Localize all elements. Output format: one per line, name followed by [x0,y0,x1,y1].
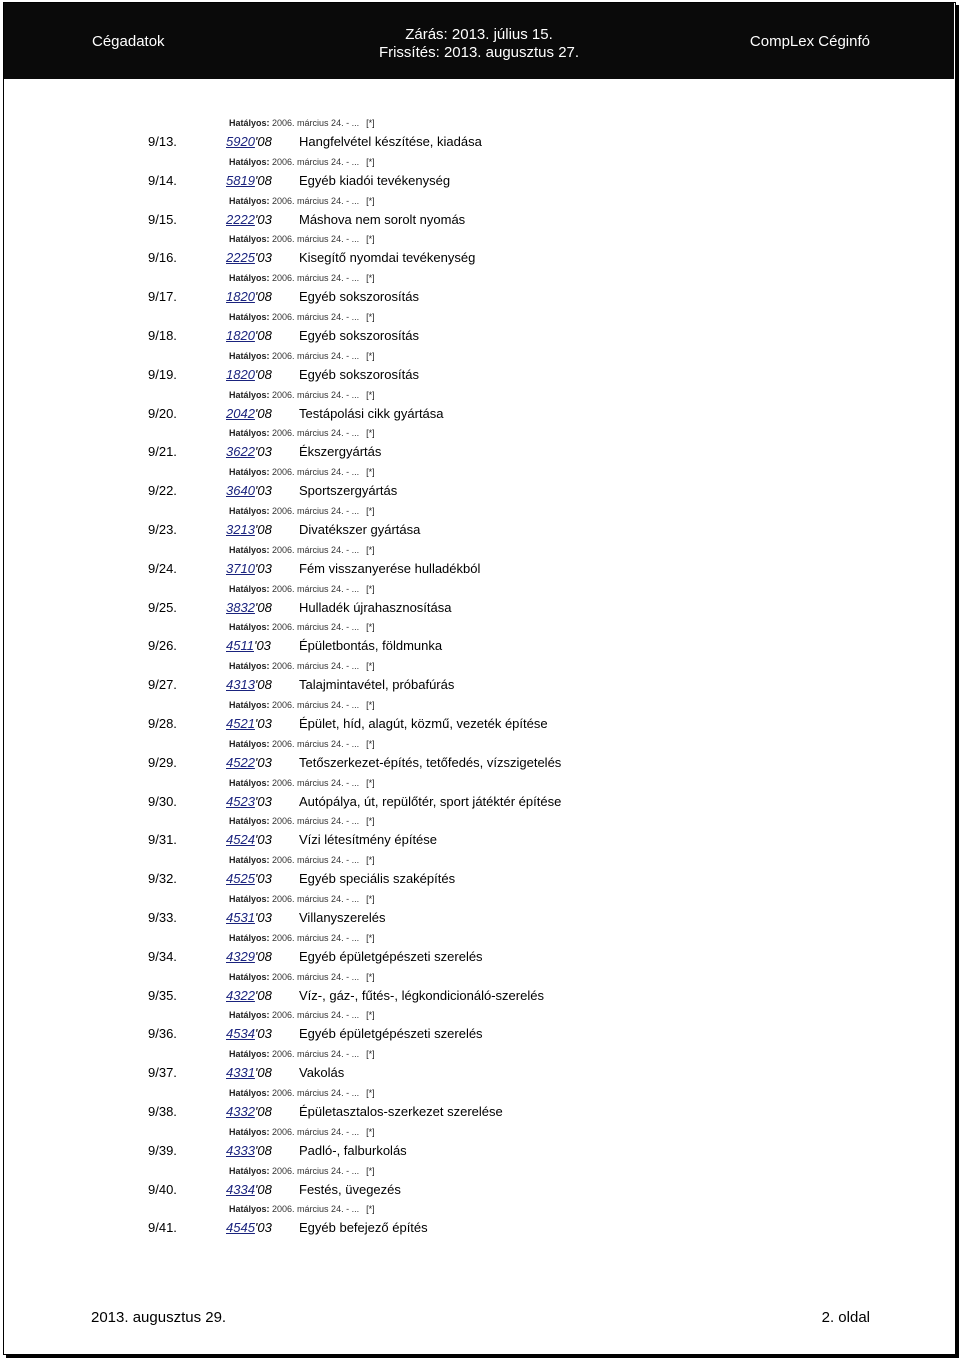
effective-mark: [*] [366,234,375,245]
entry-number: 9/14. [148,172,177,188]
entry-number: 9/31. [148,832,177,848]
effective-date: 2006. március 24. - ... [272,467,360,478]
effective-mark: [*] [366,311,375,322]
activity-code-link[interactable]: 3710 [226,560,255,576]
activity-code-link[interactable]: 5819 [226,172,255,188]
list-item [0,893,960,932]
entry-number: 9/32. [148,871,177,887]
entry-number: 9/40. [148,1181,177,1197]
list-item [0,854,960,893]
activity-code [226,1142,272,1159]
activity-description: Ékszergyártás [299,444,382,460]
effective-line [229,466,375,478]
effective-label: Hatályos: [229,1204,270,1215]
entry-number: 9/18. [148,327,177,343]
effective-mark: [*] [366,971,375,982]
effective-date: 2006. március 24. - ... [272,1049,360,1060]
effective-mark: [*] [366,777,375,788]
activity-code-suffix: '03 [254,560,272,576]
activity-description: Festés, üvegezés [299,1181,401,1197]
activity-code-suffix: '03 [254,754,272,770]
entry-number: 9/17. [148,289,177,305]
activity-description: Tetőszerkezet-építés, tetőfedés, vízszigetelés [299,754,562,770]
activity-description: Egyéb kiadói tevékenység [299,172,451,188]
entry-number: 9/20. [148,405,177,421]
activity-code-link[interactable]: 1820 [226,327,255,343]
activity-code [226,599,272,616]
effective-label: Hatályos: [229,467,270,478]
activity-description: Padló-, falburkolás [299,1142,407,1158]
effective-date: 2006. március 24. - ... [272,156,360,167]
effective-mark: [*] [366,1165,375,1176]
activity-code [226,366,272,383]
effective-label: Hatályos: [229,583,270,594]
activity-code [226,715,272,732]
activity-code-suffix: '08 [254,327,272,343]
activity-code [226,754,272,771]
list-item [0,1165,960,1204]
effective-date: 2006. március 24. - ... [272,583,360,594]
activity-description: Sportszergyártás [299,483,398,499]
entry-number: 9/33. [148,909,177,925]
effective-date: 2006. március 24. - ... [272,428,360,439]
activity-code-suffix: '08 [254,172,272,188]
activity-code [226,1064,272,1081]
list-item [0,660,960,699]
effective-line [229,1009,375,1021]
effective-line [229,1048,375,1060]
effective-mark: [*] [366,467,375,478]
activity-description: Egyéb sokszorosítás [299,289,419,305]
entry-number: 9/13. [148,134,177,149]
activity-code [226,987,272,1004]
effective-date: 2006. március 24. - ... [272,893,360,904]
header-update-date: Frissítés: 2013. augusztus 27. [378,44,580,61]
activity-code [226,909,272,926]
activity-description: Épület, híd, alagút, közmű, vezeték építése [299,715,548,731]
activity-code [226,1181,272,1198]
list-item [0,1009,960,1048]
effective-date: 2006. március 24. - ... [272,816,360,827]
effective-label: Hatályos: [229,1010,270,1021]
list-item [0,117,960,156]
effective-mark: [*] [366,273,375,284]
page-header [4,3,954,79]
effective-date: 2006. március 24. - ... [272,1165,360,1176]
activity-code-link[interactable]: 4522 [226,754,255,770]
entry-number: 9/24. [148,560,177,576]
activity-description: Divatékszer gyártása [299,521,421,537]
effective-mark: [*] [366,583,375,594]
entry-number: 9/30. [148,793,177,809]
footer-page-number: 2. oldal [821,1309,870,1326]
entry-number: 9/28. [148,715,177,731]
activity-description: Vakolás [299,1065,345,1081]
entry-number: 9/34. [148,948,177,964]
effective-mark: [*] [366,816,375,827]
activity-code-suffix: '08 [254,289,272,305]
activity-description: Épületbontás, földmunka [299,638,443,654]
activity-code-link[interactable]: 4521 [226,715,255,731]
effective-label: Hatályos: [229,932,270,943]
effective-mark: [*] [366,350,375,361]
list-item [0,1087,960,1126]
activity-description: Autópálya, út, repülőtér, sport játéktér építése [299,793,562,809]
effective-line [229,854,375,866]
activity-code-suffix: '08 [254,987,272,1003]
list-item [0,544,960,583]
entry-number: 9/27. [148,677,177,693]
effective-label: Hatályos: [229,661,270,672]
list-item [0,932,960,971]
activity-code-link[interactable]: 3622 [226,444,255,460]
entry-number: 9/36. [148,1026,177,1042]
activity-code-link[interactable]: 4313 [226,677,255,693]
list-item [0,350,960,389]
effective-date: 2006. március 24. - ... [272,118,360,128]
activity-description: Egyéb befejező építés [299,1220,428,1236]
activity-code-suffix: '08 [254,1065,272,1081]
effective-label: Hatályos: [229,350,270,361]
entry-number: 9/41. [148,1220,177,1236]
activity-description: Egyéb épületgépészeti szerelés [299,948,483,964]
effective-label: Hatályos: [229,1126,270,1137]
activity-code [226,1219,272,1236]
activity-code [226,133,272,150]
effective-line [229,427,375,439]
entry-number: 9/19. [148,366,177,382]
activity-code [226,870,272,887]
activity-code-suffix: '03 [254,1026,272,1042]
effective-mark: [*] [366,195,375,206]
effective-line [229,350,375,362]
entry-number: 9/23. [148,521,177,537]
list-item [0,738,960,777]
effective-label: Hatályos: [229,273,270,284]
effective-line [229,971,375,983]
activity-code-suffix: '08 [254,405,272,421]
effective-line [229,777,375,789]
activity-code [226,793,272,810]
list-item [0,971,960,1010]
activity-code-link[interactable]: 4523 [226,793,255,809]
entry-number: 9/35. [148,987,177,1003]
effective-label: Hatályos: [229,389,270,400]
activity-code-link[interactable]: 1820 [226,366,255,382]
activity-list [0,117,960,1242]
effective-date: 2006. március 24. - ... [272,544,360,555]
activity-code [226,521,272,538]
activity-description: Máshova nem sorolt nyomás [299,211,466,227]
effective-line [229,195,375,207]
activity-code [226,405,272,422]
list-item [0,815,960,854]
activity-code [226,288,272,305]
effective-date: 2006. március 24. - ... [272,234,360,245]
activity-code [226,1025,272,1042]
effective-mark: [*] [366,1049,375,1060]
activity-code-suffix: '08 [254,677,272,693]
effective-line [229,272,375,284]
effective-mark: [*] [366,738,375,749]
activity-description: Fém visszanyerése hulladékból [299,560,481,576]
effective-label: Hatályos: [229,156,270,167]
activity-description: Vízi létesítmény építése [299,832,438,848]
effective-label: Hatályos: [229,622,270,633]
activity-code-suffix: '08 [254,521,272,537]
activity-code [226,327,272,344]
list-item [0,505,960,544]
activity-code-link[interactable]: 4525 [226,871,255,887]
activity-code-link[interactable]: 4545 [226,1220,255,1236]
effective-label: Hatályos: [229,311,270,322]
effective-line [229,660,375,672]
activity-code-link[interactable]: 3640 [226,483,255,499]
entry-number: 9/39. [148,1142,177,1158]
activity-description: Hangfelvétel készítése, kiadása [299,134,482,149]
activity-description: Egyéb sokszorosítás [299,327,419,343]
effective-label: Hatályos: [229,234,270,245]
list-item [0,1048,960,1087]
effective-mark: [*] [366,893,375,904]
activity-code [226,676,272,693]
entry-number: 9/15. [148,211,177,227]
list-item [0,233,960,272]
activity-code [226,637,271,654]
activity-code-suffix: '03 [254,250,272,266]
effective-date: 2006. március 24. - ... [272,505,360,516]
effective-label: Hatályos: [229,971,270,982]
effective-date: 2006. március 24. - ... [272,1204,360,1215]
effective-label: Hatályos: [229,195,270,206]
activity-code-suffix: '08 [254,599,272,615]
activity-code [226,482,272,499]
activity-code-link[interactable]: 4329 [226,948,255,964]
effective-label: Hatályos: [229,738,270,749]
effective-mark: [*] [366,661,375,672]
list-item [0,1126,960,1165]
activity-code-suffix: '03 [254,909,272,925]
activity-description: Egyéb épületgépészeti szerelés [299,1026,483,1042]
activity-description: Testápolási cikk gyártása [299,405,444,421]
activity-code [226,249,272,266]
list-item [0,621,960,660]
activity-code-suffix: '03 [254,832,272,848]
effective-date: 2006. március 24. - ... [272,971,360,982]
effective-mark: [*] [366,1010,375,1021]
activity-code-link[interactable]: 4331 [226,1065,255,1081]
effective-label: Hatályos: [229,1165,270,1176]
effective-mark: [*] [366,156,375,167]
activity-code-link[interactable]: 4531 [226,909,255,925]
effective-mark: [*] [366,1126,375,1137]
effective-line [229,621,375,633]
entry-number: 9/29. [148,754,177,770]
effective-mark: [*] [366,428,375,439]
effective-date: 2006. március 24. - ... [272,699,360,710]
effective-line [229,1126,375,1138]
effective-mark: [*] [366,389,375,400]
effective-line [229,583,375,595]
list-item [0,699,960,738]
effective-date: 2006. március 24. - ... [272,1087,360,1098]
effective-label: Hatályos: [229,699,270,710]
effective-line [229,505,375,517]
activity-code-suffix: '03 [254,1220,272,1236]
entry-number: 9/26. [148,638,177,654]
activity-description: Víz-, gáz-, fűtés-, légkondicionáló-szerelés [299,987,544,1003]
effective-mark: [*] [366,1204,375,1215]
activity-code-suffix: '03 [254,793,272,809]
activity-description: Talajmintavétel, próbafúrás [299,677,455,693]
activity-code-link[interactable]: 4333 [226,1142,255,1158]
activity-description: Egyéb speciális szaképítés [299,871,456,887]
effective-line [229,156,375,168]
effective-label: Hatályos: [229,855,270,866]
activity-code-suffix: '03 [254,211,272,227]
effective-date: 2006. március 24. - ... [272,195,360,206]
effective-line [229,1165,375,1177]
effective-label: Hatályos: [229,816,270,827]
effective-label: Hatályos: [229,777,270,788]
effective-date: 2006. március 24. - ... [272,1010,360,1021]
activity-code-suffix: '03 [253,638,271,654]
effective-date: 2006. március 24. - ... [272,311,360,322]
activity-code-link[interactable]: 4332 [226,1103,255,1119]
activity-code-link[interactable]: 3832 [226,599,255,615]
list-item [0,1203,960,1242]
activity-code-link[interactable]: 4322 [226,987,255,1003]
header-closing-date: Zárás: 2013. július 15. [405,26,553,43]
header-left-title: Cégadatok [92,33,165,50]
effective-date: 2006. március 24. - ... [272,738,360,749]
effective-date: 2006. március 24. - ... [272,855,360,866]
effective-mark: [*] [366,855,375,866]
activity-code-link[interactable]: 4524 [226,832,255,848]
activity-code-suffix: '03 [254,715,272,731]
list-item [0,389,960,428]
activity-code [226,948,272,965]
effective-line [229,544,375,556]
activity-code-suffix: '08 [254,1142,272,1158]
effective-mark: [*] [366,118,375,128]
activity-code [226,211,272,228]
effective-line [229,389,375,401]
effective-line [229,893,375,905]
entry-number: 9/21. [148,444,177,460]
activity-code-link[interactable]: 4511 [226,638,254,654]
activity-code-link[interactable]: 1820 [226,289,255,305]
entry-number: 9/25. [148,599,177,615]
activity-code-suffix: '08 [254,948,272,964]
entry-number: 9/16. [148,250,177,266]
activity-code-suffix: '08 [254,1181,272,1197]
effective-line [229,233,375,245]
activity-code-link[interactable]: 4534 [226,1026,255,1042]
activity-code-link[interactable]: 2042 [226,405,255,421]
effective-label: Hatályos: [229,428,270,439]
activity-code-link[interactable]: 3213 [226,521,255,537]
activity-description: Hulladék újrahasznosítása [299,599,452,615]
activity-code-suffix: '03 [254,483,272,499]
effective-date: 2006. március 24. - ... [272,622,360,633]
activity-description: Villanyszerelés [299,909,386,925]
list-item [0,195,960,234]
effective-line [229,932,375,944]
activity-code [226,831,272,848]
effective-line [229,1087,375,1099]
effective-line [229,738,375,750]
effective-label: Hatályos: [229,544,270,555]
effective-mark: [*] [366,932,375,943]
entry-number: 9/37. [148,1065,177,1081]
effective-line [229,699,375,711]
effective-mark: [*] [366,622,375,633]
activity-code-link[interactable]: 5920 [226,134,255,149]
activity-code [226,560,272,577]
effective-date: 2006. március 24. - ... [272,1126,360,1137]
activity-code-suffix: '08 [254,1103,272,1119]
list-item [0,583,960,622]
list-item [0,777,960,816]
list-item [0,466,960,505]
effective-line [229,117,375,129]
effective-date: 2006. március 24. - ... [272,350,360,361]
effective-label: Hatályos: [229,1049,270,1060]
activity-code [226,172,272,189]
activity-code-suffix: '03 [254,871,272,887]
list-item [0,156,960,195]
activity-code-suffix: '03 [254,444,272,460]
effective-date: 2006. március 24. - ... [272,389,360,400]
effective-line [229,1203,375,1215]
activity-description: Egyéb sokszorosítás [299,366,419,382]
header-right-title: CompLex Céginfó [749,33,870,50]
entry-number: 9/38. [148,1103,177,1119]
activity-description: Épületasztalos-szerkezet szerelése [299,1103,503,1119]
effective-date: 2006. március 24. - ... [272,273,360,284]
activity-code-link[interactable]: 2222 [226,211,255,227]
activity-code-link[interactable]: 2225 [226,250,255,266]
activity-code [226,1103,272,1120]
activity-code-link[interactable]: 4334 [226,1181,255,1197]
list-item [0,427,960,466]
effective-mark: [*] [366,544,375,555]
activity-code-suffix: '08 [254,366,272,382]
activity-code [226,443,272,460]
effective-date: 2006. március 24. - ... [272,777,360,788]
list-item [0,311,960,350]
effective-mark: [*] [366,505,375,516]
effective-line [229,311,375,323]
effective-label: Hatályos: [229,118,270,128]
list-item [0,272,960,311]
effective-date: 2006. március 24. - ... [272,932,360,943]
entry-number: 9/22. [148,483,177,499]
effective-date: 2006. március 24. - ... [272,661,360,672]
effective-label: Hatályos: [229,1087,270,1098]
effective-mark: [*] [366,1087,375,1098]
activity-description: Kisegítő nyomdai tevékenység [299,250,476,266]
effective-mark: [*] [366,699,375,710]
activity-code-suffix: '08 [254,134,272,149]
effective-line [229,815,375,827]
effective-label: Hatályos: [229,893,270,904]
footer-date: 2013. augusztus 29. [91,1309,227,1326]
effective-label: Hatályos: [229,505,270,516]
